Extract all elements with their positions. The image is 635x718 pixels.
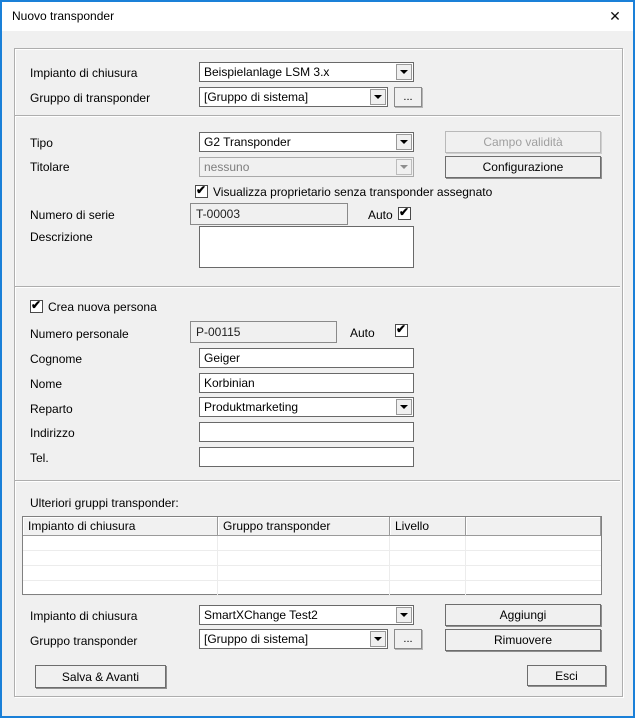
check-icon: ✔: [396, 322, 407, 336]
numero-serie-label: Numero di serie: [30, 208, 115, 222]
gruppo-transponder-select[interactable]: [199, 87, 388, 107]
visualizza-checkbox[interactable]: [195, 185, 208, 198]
rimuovere-button[interactable]: Rimuovere: [445, 629, 601, 651]
chevron-down-icon[interactable]: [396, 399, 412, 415]
tel-input[interactable]: [199, 447, 414, 467]
esci-button[interactable]: Esci: [527, 665, 606, 686]
table-header-impianto[interactable]: Impianto di chiusura: [23, 517, 218, 536]
section-divider: [15, 286, 620, 287]
dialog-title: Nuovo transponder: [12, 9, 115, 23]
salva-avanti-button[interactable]: Salva & Avanti: [35, 665, 166, 688]
gruppo-transponder-2-select[interactable]: [199, 629, 388, 649]
title-bar: [2, 2, 633, 31]
table-body[interactable]: [23, 536, 601, 594]
indirizzo-input[interactable]: [199, 422, 414, 442]
impianto-chiusura-label: Impianto di chiusura: [30, 66, 138, 80]
tipo-select[interactable]: [199, 132, 414, 152]
numero-personale-field: P-00115: [190, 321, 337, 343]
aggiungi-button[interactable]: Aggiungi: [445, 604, 601, 626]
table-header-row: [23, 517, 601, 536]
numero-personale-label: Numero personale: [30, 327, 129, 341]
auto-personale-label: Auto: [350, 326, 375, 340]
gruppo-transponder-label: Gruppo di transponder: [30, 91, 151, 105]
impianto-chiusura-value: Beispielanlage LSM 3.x: [204, 65, 330, 79]
section-divider: [15, 115, 620, 116]
table-row: [23, 536, 601, 551]
crea-persona-checkbox[interactable]: [30, 300, 43, 313]
section-divider: [15, 480, 620, 481]
titolare-label: Titolare: [30, 160, 70, 174]
nome-label: Nome: [30, 377, 63, 391]
auto-serie-checkbox[interactable]: [398, 207, 411, 220]
check-icon: ✔: [196, 183, 207, 197]
campo-validita-button: Campo validità: [445, 131, 601, 153]
chevron-down-icon[interactable]: [396, 607, 412, 623]
chevron-down-icon[interactable]: [370, 89, 386, 105]
gruppo-transponder-2-value: [Gruppo di sistema]: [204, 632, 309, 646]
check-icon: ✔: [31, 298, 42, 312]
indirizzo-label: Indirizzo: [30, 426, 75, 440]
visualizza-checkbox-label: Visualizza proprietario senza transponder assegnato: [213, 185, 493, 199]
impianto-chiusura-2-value: SmartXChange Test2: [204, 608, 318, 622]
titolare-value: nessuno: [204, 160, 250, 174]
impianto-chiusura-2-select[interactable]: [199, 605, 414, 625]
gruppo-2-browse-button[interactable]: ...: [394, 629, 422, 649]
gruppi-table: [22, 516, 602, 595]
tel-label: Tel.: [30, 451, 49, 465]
tipo-value: G2 Transponder: [204, 135, 291, 149]
table-row: [23, 551, 601, 566]
table-row: [23, 566, 601, 581]
chevron-down-icon[interactable]: [370, 631, 386, 647]
cognome-input[interactable]: [199, 348, 414, 368]
table-header-livello[interactable]: Livello: [390, 517, 466, 536]
descrizione-label: Descrizione: [30, 230, 93, 244]
configurazione-button[interactable]: Configurazione: [445, 156, 601, 178]
table-header-gruppo[interactable]: Gruppo transponder: [218, 517, 390, 536]
impianto-chiusura-select[interactable]: [199, 62, 414, 82]
tipo-label: Tipo: [30, 136, 53, 150]
nome-input[interactable]: [199, 373, 414, 393]
titolare-select: [199, 157, 414, 177]
chevron-down-icon: [396, 159, 412, 175]
reparto-label: Reparto: [30, 402, 73, 416]
table-row: [23, 581, 601, 596]
chevron-down-icon[interactable]: [396, 134, 412, 150]
close-icon[interactable]: ✕: [609, 8, 621, 24]
auto-serie-label: Auto: [368, 208, 393, 222]
gruppo-transponder-value: [Gruppo di sistema]: [204, 90, 309, 104]
numero-serie-field: T-00003: [190, 203, 348, 225]
gruppo-browse-button[interactable]: ...: [394, 87, 422, 107]
descrizione-input[interactable]: [199, 226, 414, 268]
impianto-chiusura-2-label: Impianto di chiusura: [30, 609, 138, 623]
ulteriori-gruppi-title: Ulteriori gruppi transponder:: [30, 496, 179, 510]
auto-personale-checkbox[interactable]: [395, 324, 408, 337]
cognome-label: Cognome: [30, 352, 83, 366]
crea-persona-label: Crea nuova persona: [48, 300, 157, 314]
reparto-select[interactable]: [199, 397, 414, 417]
table-header-extra[interactable]: [466, 517, 601, 536]
chevron-down-icon[interactable]: [396, 64, 412, 80]
reparto-value: Produktmarketing: [204, 400, 299, 414]
gruppo-transponder-2-label: Gruppo transponder: [30, 634, 138, 648]
check-icon: ✔: [399, 205, 410, 219]
